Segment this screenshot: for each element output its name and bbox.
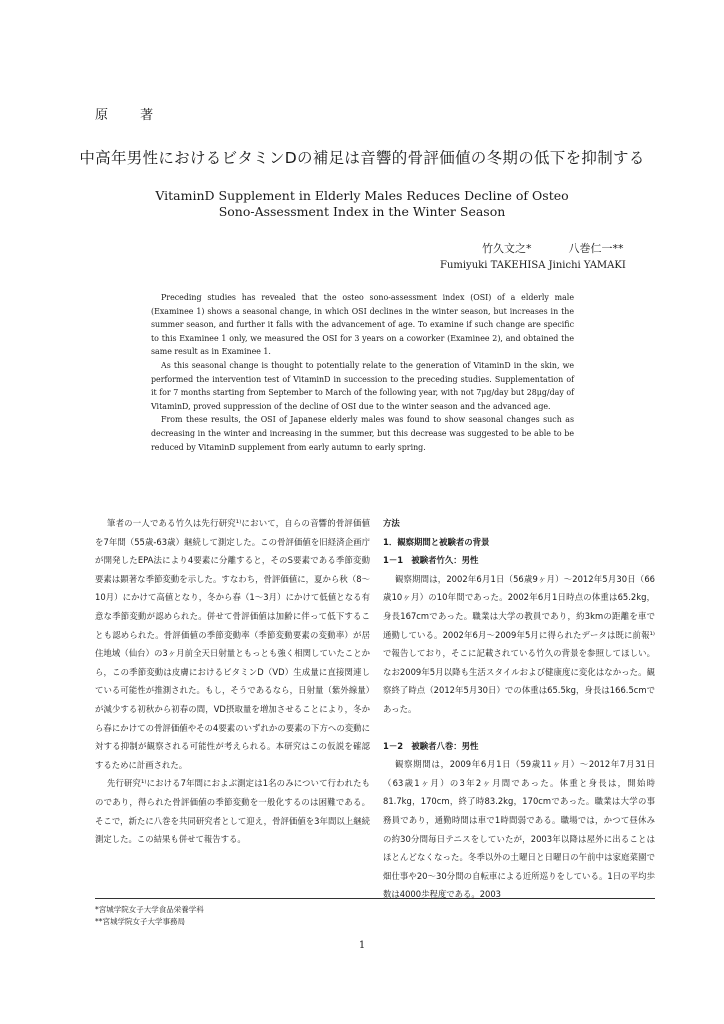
english-authors: Fumiyuki TAKEHISA Jinichi YAMAKI	[440, 260, 626, 271]
abstract-paragraph-3: From these results, the OSI of Japanese elderly males was found to show seasonal changes such as decreasing in the winter and increasing in the summer, but this decrease was suggested to be able to be reduced by VitaminD supplement from early autumn to early spring.	[151, 415, 574, 452]
footnote-divider	[95, 898, 655, 899]
subsection-1-2-text: 観察期間は，2009年6月1日（59歳11ヶ月）～2012年7月31日（63歳1ヶ月）の3年2ヶ月間であった。体重と身長は，開始時81.7kg，170cm，終了時83.2kg，170cmであった。職業は大学の事務員であり，通勤時間は車で1時間弱である。職場では，かつて昼休みの約30分間毎日テニスをしていたが，2003年以降は屋外に出ることはほとんどなくなった。冬季以外の土曜日と日曜日の午前中は家庭菜園で畑仕事や20～30分間の自転車による近所巡りをしている。1日の平均歩数は4000歩程度である。2003	[383, 759, 655, 900]
subsection-1-1-text: 観察期間は，2002年6月1日（56歳9ヶ月）～2012年5月30日（66歳10ヶ月）の10年間であった。2002年6月1日時点の体重は65.2kg，身長167cmであった。職業は大学の教員であり，約3kmの距離を車で通勤している。2002年6月～2009年5月に得られたデータは既に前報¹⁾で報告しており，そこに記載されている竹久の背景を参照してほしい。なお2009年5月以降も生活スタイルおよび健康度に変化はなかった。観察終了時点（2012年5月30日）での体重は65.5kg，身長は166.5cmであった。	[383, 573, 655, 714]
subsection-1-2-heading: 1－2 被験者八巻：男性	[383, 740, 479, 751]
footnote-affiliation-1: *宮城学院女子大学食品栄養学科	[95, 905, 204, 914]
intro-paragraph-2: 先行研究¹⁾における7年間におよぶ測定は1名のみについて行われたものであり，得られた骨評価値の季節変動を一般化するのは困難である。そこで，新たに八巻を共同研究者として迎え，骨評価値を3年間以上継続測定した。この結果も併せて報告する。	[95, 778, 370, 845]
page-number: 1	[358, 940, 366, 951]
japanese-title: 中高年男性におけるビタミンDの補足は音響的骨評価値の冬期の低下を抑制する	[79, 149, 645, 167]
abstract-paragraph-1: Preceding studies has revealed that the osteo sono-assessment index (OSI) of a elderly male (Examinee 1) shows a seasonal change, in which OSI declines in the winter season, but increases in the summer season, and further it falls with the advancement of age. To examine if such change are specific to this Examinee 1 only, we measured the OSI for 3 years on a coworker (Examinee 2), and obtained the same result as in Examinee 1.	[151, 293, 574, 357]
footnotes	[95, 904, 204, 928]
methods-heading: 方法	[383, 518, 400, 528]
section-1-heading: 1．観察期間と被験者の背景	[383, 536, 490, 547]
english-title	[0, 188, 724, 220]
author-1-japanese: 竹久文之*	[482, 242, 532, 255]
article-category: 原 著	[95, 108, 168, 123]
abstract	[151, 291, 574, 454]
body-left-column	[95, 514, 370, 849]
intro-paragraph-1: 筆者の一人である竹久は先行研究¹⁾において，自らの音響的骨評価値を7年間（55歳-63歳）継続して測定した。この骨評価値を旧経済企画庁が開発したEPA法により4要素に分離すると，そのS要素である季節変動要素は顕著な季節変動を示した。すなわち，骨評価値に，夏から秋（8～10月）にかけて高値となり，冬から春（1～3月）にかけて低値となる有意な季節変動が認められた。併せて骨評価値は加齢に伴って低下することも認められた。骨評価値の季節変動率（季節変動要素の変動率）が居住地域（仙台）の3ヶ月前全天日射量ともっとも強く相関していたことから，この季節変動は皮膚におけるビタミンD（VD）生成量に直接関連している可能性が推測された。もし，そうであるなら，日射量（紫外線量）が減少する初秋から初春の間，VD摂取量を増加させることにより，冬から春にかけての骨評価値やその4要素のいずれかの要素の下方への変動に対する抑制が観察される可能性が考えられる。本研究はこの仮説を確認するために計画された。	[95, 518, 370, 770]
english-title-line-1: VitaminD Supplement in Elderly Males Reduces Decline of Osteo	[155, 188, 569, 203]
author-2-japanese: 八巻仁一**	[568, 242, 624, 255]
subsection-1-1-heading: 1－1 被験者竹久：男性	[383, 555, 479, 566]
abstract-paragraph-2: As this seasonal change is thought to potentially relate to the generation of VitaminD in the skin, we performed the intervention test of VitaminD in succession to the preceding studies. Supplementation of it for 7 months starting from September to March of the following year, with not 7μg/day but 28μg/day of VitaminD, proved suppression of the decline of OSI due to the winter season and the advanced age.	[151, 360, 574, 411]
japanese-authors	[482, 240, 624, 256]
body-right-column	[383, 514, 655, 904]
english-title-line-2: Sono-Assessment Index in the Winter Season	[218, 204, 506, 219]
footnote-affiliation-2: **宮城学院女子大学事務局	[95, 917, 185, 926]
